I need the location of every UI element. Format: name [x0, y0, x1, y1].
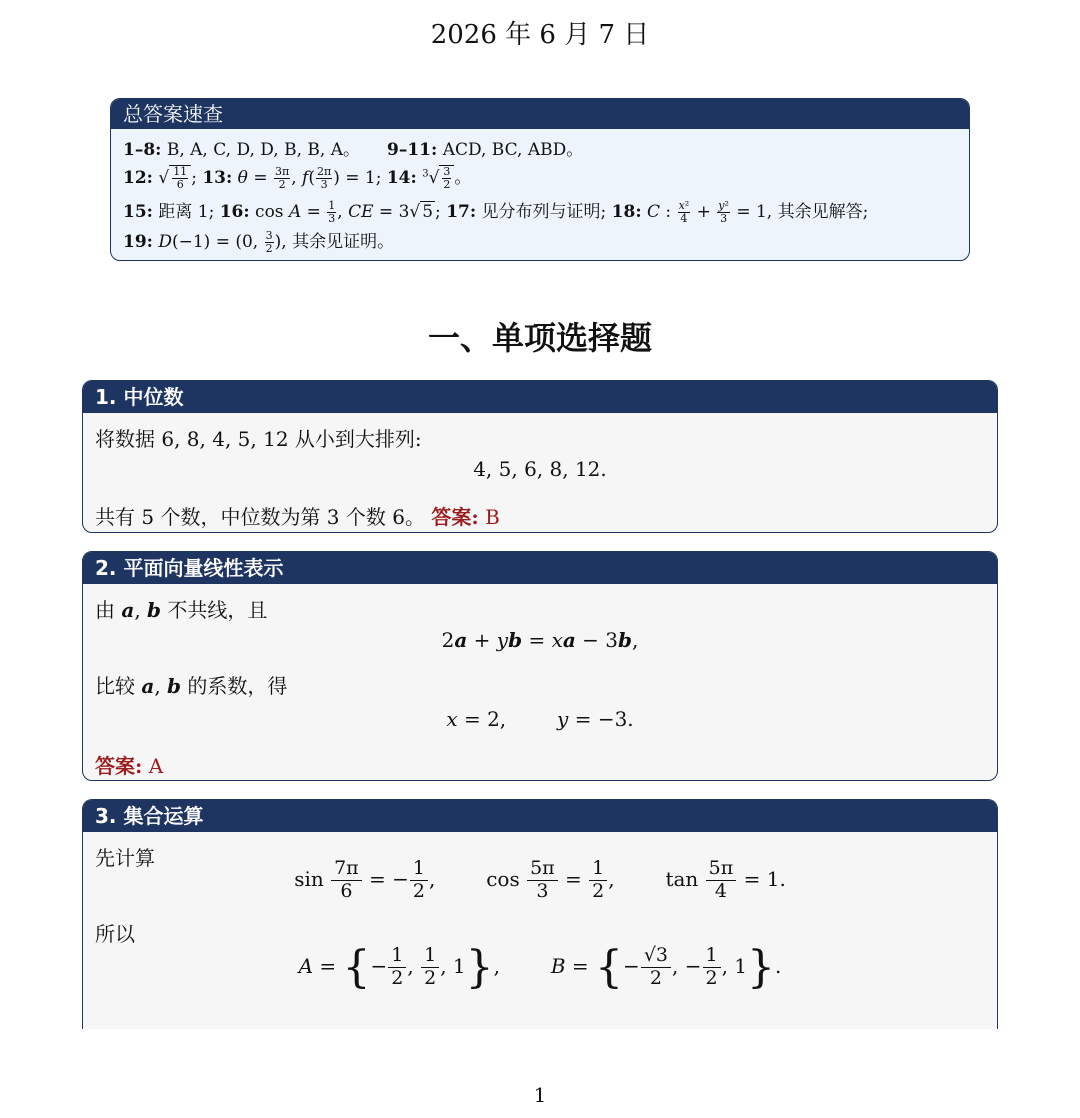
section-title: 一、单项选择题: [427, 319, 652, 357]
q1-display-equation: 4, 5, 6, 8, 12.: [473, 457, 607, 481]
q1-answer: B: [485, 505, 500, 529]
summary-row-4: 19: D(−1) = (0, $\frac{3}{2}$ ), 其余见证明。: [123, 228, 395, 255]
answer-summary-title: 总答案速查: [111, 99, 969, 129]
q2-display-equation-1: 2a + yb = xa − 3b,: [441, 628, 639, 652]
document-date: 2026 年 6 月 7 日: [430, 20, 650, 50]
summary-row-3: 15: 距离 1; 16: cos A = $\frac{1}{3}$ , CE = 3√ 5 ; 17: 见分布列与证明; 18: C : $\frac{\text{x²}}{4}$ + $\frac{\text{y²}}{3}$ = 1, 其余见解答;: [123, 198, 869, 225]
question-1-box: [82, 380, 998, 533]
q3-text-line-2: 所以: [95, 922, 135, 946]
page-number: 1: [533, 1083, 547, 1107]
question-2-box: [82, 551, 998, 781]
q3-text-line-1: 先计算: [95, 846, 155, 870]
q1-text-line-3: 共有 5 个数，中位数为第 3 个数 6。 答案: B: [95, 505, 500, 529]
question-1-header: 1. 中位数: [83, 381, 997, 413]
question-3-header: 3. 集合运算: [83, 800, 997, 832]
q2-answer-line: [95, 750, 163, 779]
question-3-box: [82, 799, 998, 1029]
question-2-header: 2. 平面向量线性表示: [83, 552, 997, 584]
answer-summary-box: [110, 98, 970, 261]
summary-row-2: 12: √ $\frac{11}{6}$ ; 13: θ = $\frac{3\pi}{2}$ , f( $\frac{2\pi}{3}$ ) = 1; 14: $^3$√ $\frac{3}{2}$ 。: [123, 164, 472, 191]
q1-answer-label: 答案:: [431, 505, 479, 529]
q1-text-line-1: 将数据 6, 8, 4, 5, 12 从小到大排列:: [95, 427, 422, 451]
q2-answer: A: [148, 754, 164, 778]
q3-display-sets: A = {− $\frac{1}{2}$ , $\frac{1}{2}$ , 1}, B = {− $\frac{√3}{2}$ , − $\frac{1}{2}$ , 1}.: [298, 942, 782, 993]
q2-display-equation-2: x = 2, y = −3.: [446, 707, 634, 731]
q2-text-line-2: 比较 a, b 的系数，得: [95, 674, 288, 698]
q3-display-trig: sin $\frac{7\pi}{6}$ = − $\frac{1}{2}$ , cos $\frac{5\pi}{3}$ = $\frac{1}{2}$ , tan $\frac{5\pi}{4}$ = 1.: [294, 857, 786, 902]
summary-row-1: 1–8: B, A, C, D, D, B, B, A。 9–11: ACD, BC, ABD。: [123, 140, 584, 160]
q2-text-line-1: 由 a, b 不共线，且: [95, 598, 268, 622]
q2-answer-label: 答案:: [95, 754, 143, 778]
